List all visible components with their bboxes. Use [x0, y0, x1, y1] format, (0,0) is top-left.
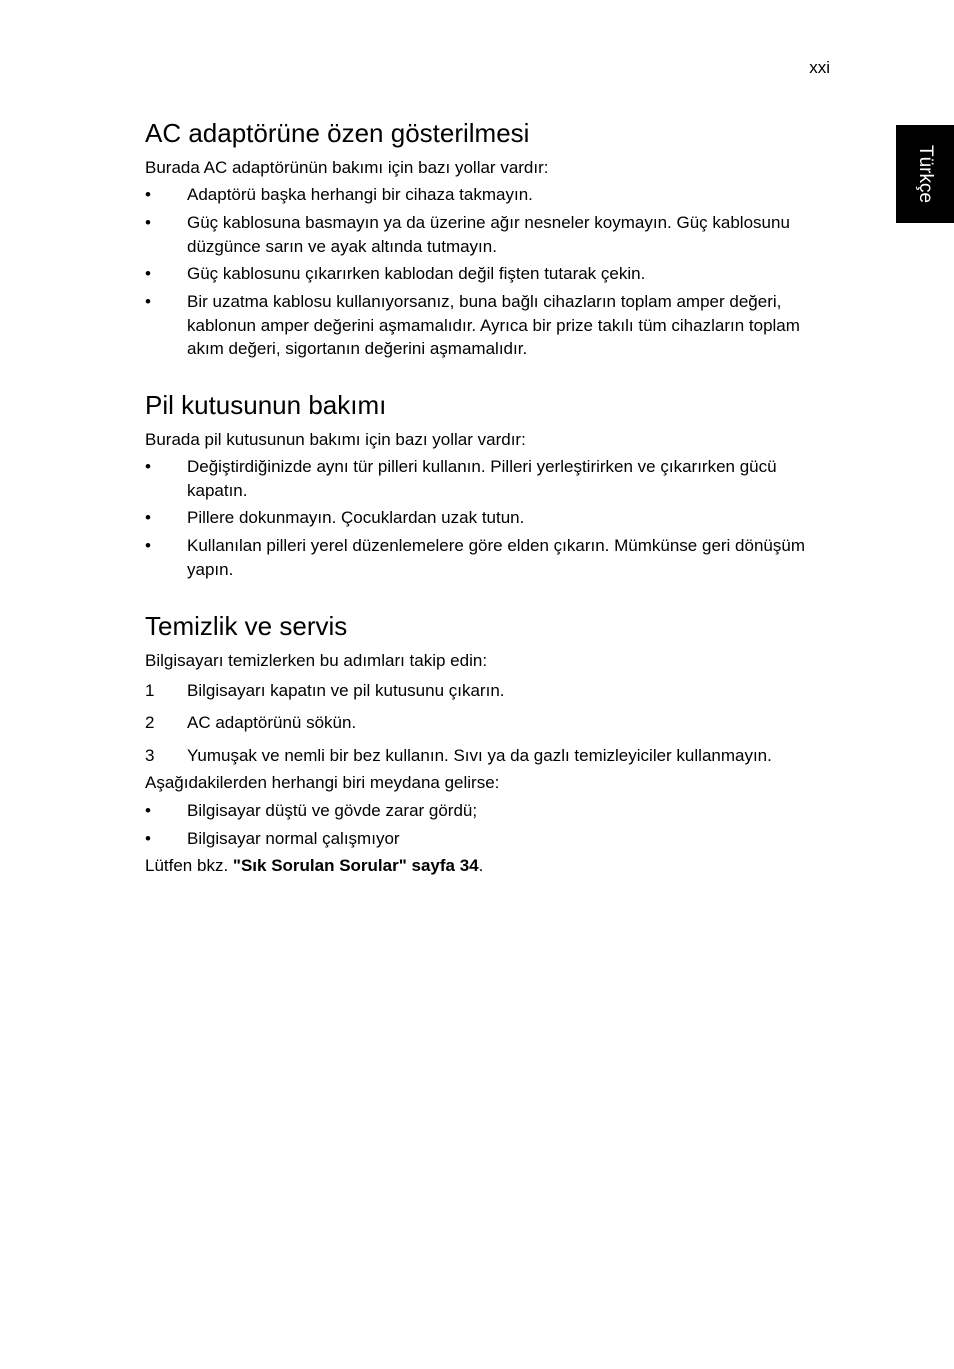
list-item: Adaptörü başka herhangi bir cihaza takmayın. [187, 185, 533, 204]
bullet-icon: • [145, 264, 151, 283]
step-text: Bilgisayarı kapatın ve pil kutusunu çıkarın. [187, 681, 505, 700]
section-heading-cleaning: Temizlik ve servis [145, 611, 348, 641]
bullet-icon: • [145, 536, 151, 555]
condition-intro: Aşağıdakilerden herhangi biri meydana gelirse: [145, 773, 500, 792]
bullet-icon: • [145, 829, 151, 848]
section-heading-battery: Pil kutusunun bakımı [145, 390, 387, 420]
bullet-icon: • [145, 292, 151, 311]
reference-link[interactable]: "Sık Sorulan Sorular" sayfa 34 [232, 856, 479, 875]
list-item: Bilgisayar normal çalışmıyor [187, 829, 400, 848]
reference-line [145, 854, 483, 878]
list-item: Değiştirdiğinizde aynı tür pilleri kullanın. Pilleri yerleştirirken ve çıkarırken gücü kapatın. [187, 457, 777, 500]
section-heading-ac-adapter: AC adaptörüne özen gösterilmesi [145, 118, 530, 148]
page-number: xxi [809, 58, 830, 77]
reference-suffix: . [478, 856, 484, 875]
list-item: Bilgisayar düştü ve gövde zarar gördü; [187, 801, 478, 820]
section-intro: Burada AC adaptörünün bakımı için bazı yollar vardır: [145, 158, 549, 177]
bullet-icon: • [145, 185, 151, 204]
step-text: Yumuşak ve nemli bir bez kullanın. Sıvı ya da gazlı temizleyiciler kullanmayın. [187, 746, 772, 765]
bullet-icon: • [145, 508, 151, 527]
step-number: 1 [145, 681, 155, 700]
bullet-icon: • [145, 457, 151, 476]
list-item: Bir uzatma kablosu kullanıyorsanız, buna bağlı cihazların toplam amper değeri, kablonun amper değerini aşmamalıdır. Ayrıca bir prize takılı tüm cihazların toplam akım değeri, sigortanın değerini aşmamalıdır. [187, 292, 800, 358]
bullet-icon: • [145, 213, 151, 232]
list-item: Güç kablosunu çıkarırken kablodan değil fişten tutarak çekin. [187, 264, 646, 283]
language-tab [896, 125, 954, 223]
language-tab-label: Türkçe [915, 144, 936, 204]
step-number: 3 [145, 746, 155, 765]
reference-prefix: Lütfen bkz. [145, 856, 233, 875]
section-intro: Burada pil kutusunun bakımı için bazı yollar vardır: [145, 430, 526, 449]
section-intro: Bilgisayarı temizlerken bu adımları takip edin: [145, 651, 488, 670]
bullet-icon: • [145, 801, 151, 820]
list-item: Pillere dokunmayın. Çocuklardan uzak tutun. [187, 508, 525, 527]
list-item: Güç kablosuna basmayın ya da üzerine ağır nesneler koymayın. Güç kablosunu düzgünce sarın ve ayak altında tutmayın. [187, 213, 790, 256]
step-number: 2 [145, 713, 155, 732]
list-item: Kullanılan pilleri yerel düzenlemelere göre elden çıkarın. Mümkünse geri dönüşüm yapın. [187, 536, 805, 579]
step-text: AC adaptörünü sökün. [187, 713, 357, 732]
